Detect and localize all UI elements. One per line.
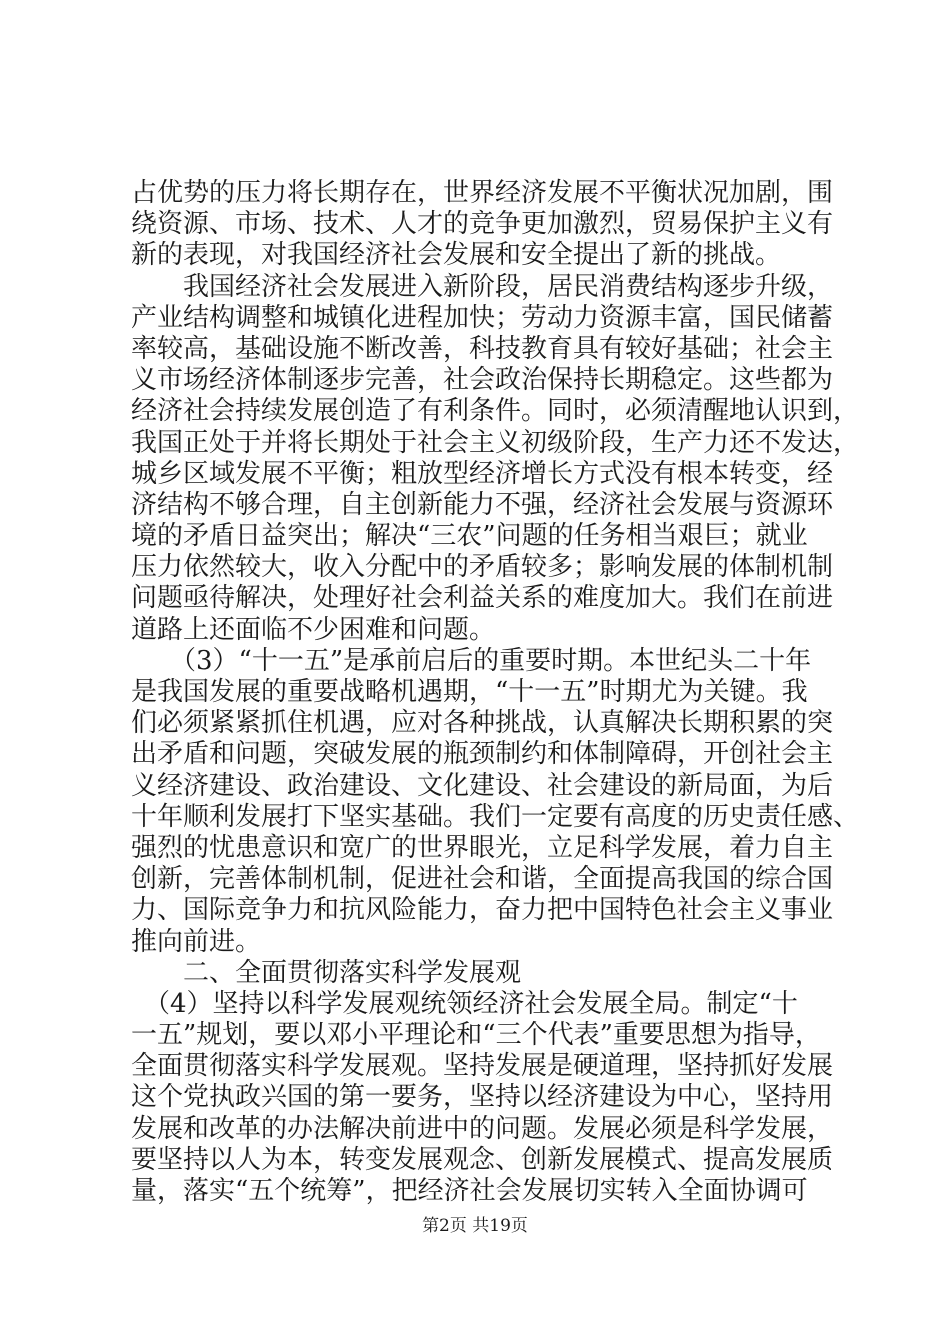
text-line: 城乡区域发展不平衡；粗放型经济增长方式没有根本转变，经 [131,458,834,489]
text-line: 问题亟待解决，处理好社会利益关系的难度加大。我们在前进 [131,583,834,614]
text-line: 济结构不够合理，自主创新能力不强，经济社会发展与资源环 [131,489,834,520]
text-line: 创新，完善体制机制，促进社会和谐，全面提高我国的综合国 [131,864,834,895]
text-line: 境的矛盾日益突出；解决“三农”问题的任务相当艰巨；就业 [131,521,808,552]
text-line: 义经济建设、政治建设、文化建设、社会建设的新局面，为后 [131,770,834,801]
text-line: 出矛盾和问题，突破发展的瓶颈制约和体制障碍，开创社会主 [131,739,834,770]
text-line: 我国经济社会发展进入新阶段，居民消费结构逐步升级， [131,271,834,302]
text-line: 发展和改革的办法解决前进中的问题。发展必须是科学发展， [131,1113,834,1144]
text-line: 是我国发展的重要战略机遇期，“十一五”时期尤为关键。我 [131,677,808,707]
text-line: （3）“十一五”是承前启后的重要时期。本世纪头二十年 [131,645,812,676]
text-line: 压力依然较大，收入分配中的矛盾较多；影响发展的体制机制 [131,552,834,583]
body-text [131,178,860,1207]
page-footer: 第2页 共19页 [422,1216,528,1236]
text-line: 要坚持以人为本，转变发展观念、创新发展模式、提高发展质 [131,1144,834,1175]
text-line: 占优势的压力将长期存在，世界经济发展不平衡状况加剧，围 [131,178,834,208]
text-line: 量，落实“五个统筹”，把经济社会发展切实转入全面协调可 [131,1176,808,1206]
text-line: 十年顺利发展打下坚实基础。我们一定要有高度的历史责任感、 [131,801,860,832]
text-line: 们必须紧紧抓住机遇，应对各种挑战，认真解决长期积累的突 [131,708,834,739]
text-line: 我国正处于并将长期处于社会主义初级阶段，生产力还不发达， [131,427,860,458]
text-line: 二、全面贯彻落实科学发展观 [131,957,522,988]
text-line: 全面贯彻落实科学发展观。坚持发展是硬道理，坚持抓好发展 [131,1051,834,1082]
text-line: 一五”规划，要以邓小平理论和“三个代表”重要思想为指导， [131,1020,821,1051]
text-line: 推向前进。 [131,926,262,957]
text-line: 新的表现，对我国经济社会发展和安全提出了新的挑战。 [131,240,782,271]
text-line: 这个党执政兴国的第一要务，坚持以经济建设为中心，坚持用 [131,1082,834,1113]
text-line: 产业结构调整和城镇化进程加快；劳动力资源丰富，国民储蓄 [131,302,834,333]
text-line: （4）坚持以科学发展观统领经济社会发展全局。制定“十 [131,988,798,1019]
text-line: 道路上还面临不少困难和问题。 [131,614,496,645]
text-line: 率较高，基础设施不断改善，科技教育具有较好基础；社会主 [131,333,834,364]
text-line: 力、国际竞争力和抗风险能力，奋力把中国特色社会主义事业 [131,895,834,926]
text-line: 义市场经济体制逐步完善，社会政治保持长期稳定。这些都为 [131,365,834,396]
text-line: 强烈的忧患意识和宽广的世界眼光，立足科学发展，着力自主 [131,832,834,863]
text-line: 经济社会持续发展创造了有利条件。同时，必须清醒地认识到， [131,396,860,427]
text-line: 绕资源、市场、技术、人才的竞争更加激烈，贸易保护主义有 [131,209,834,240]
